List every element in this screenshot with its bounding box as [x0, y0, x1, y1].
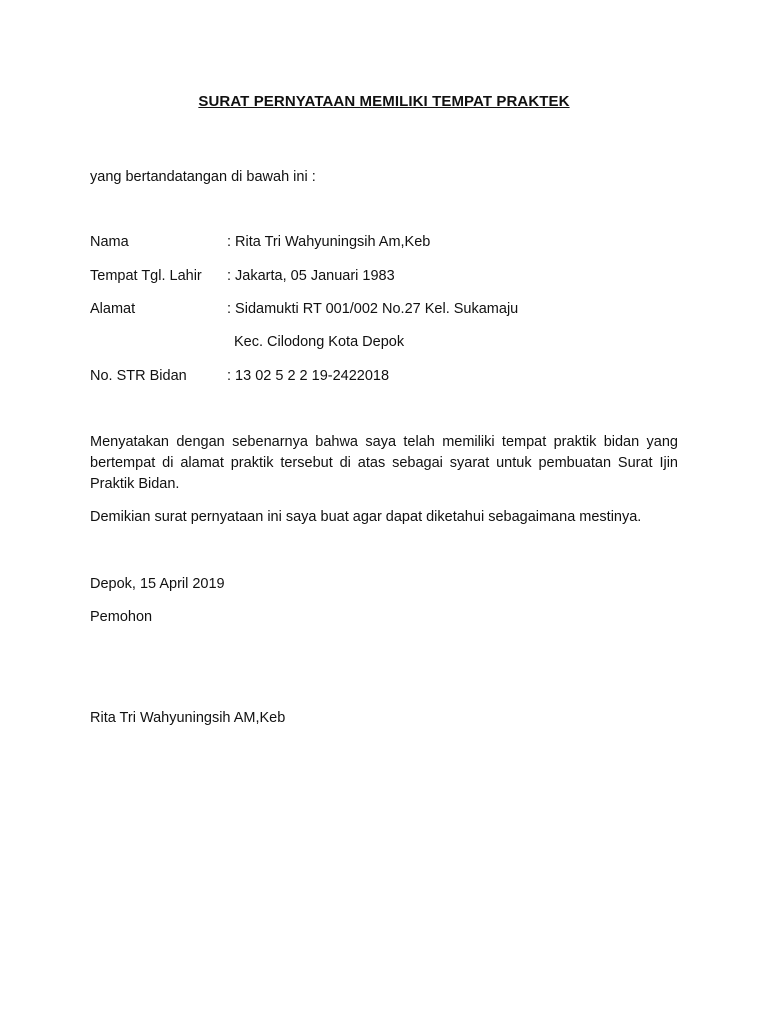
document-title: SURAT PERNYATAAN MEMILIKI TEMPAT PRAKTEK: [198, 93, 570, 110]
signer-name: Rita Tri Wahyuningsih AM,Keb: [90, 710, 286, 726]
field-label-tempat-tgl-lahir: Tempat Tgl. Lahir: [90, 268, 202, 284]
field-value-nama: : Rita Tri Wahyuningsih Am,Keb: [227, 234, 431, 250]
applicant-label: Pemohon: [90, 609, 153, 625]
field-label-alamat: Alamat: [90, 301, 136, 317]
field-label-nama: Nama: [90, 234, 129, 250]
intro-text: yang bertandatangan di bawah ini :: [90, 169, 316, 185]
closing-sentence: Demikian surat pernyataan ini saya buat agar dapat diketahui sebagaimana mestinya.: [90, 509, 642, 525]
field-value-alamat-line-2: Kec. Cilodong Kota Depok: [234, 334, 405, 350]
field-value-tempat-tgl-lahir: : Jakarta, 05 Januari 1983: [227, 268, 395, 284]
field-value-alamat: : Sidamukti RT 001/002 No.27 Kel. Sukamaju: [227, 301, 519, 317]
field-value-no-str-bidan: : 13 02 5 2 2 19-2422018: [227, 368, 390, 384]
statement-paragraph: Menyatakan dengan sebenarnya bahwa saya telah memiliki tempat praktik bidan yang bertempat di alamat praktik tersebut di atas sebagai syarat untuk pembuatan Surat Ijin Praktik Bidan.: [90, 434, 678, 492]
place-date: Depok, 15 April 2019: [90, 576, 225, 592]
field-label-no-str-bidan: No. STR Bidan: [90, 368, 187, 384]
